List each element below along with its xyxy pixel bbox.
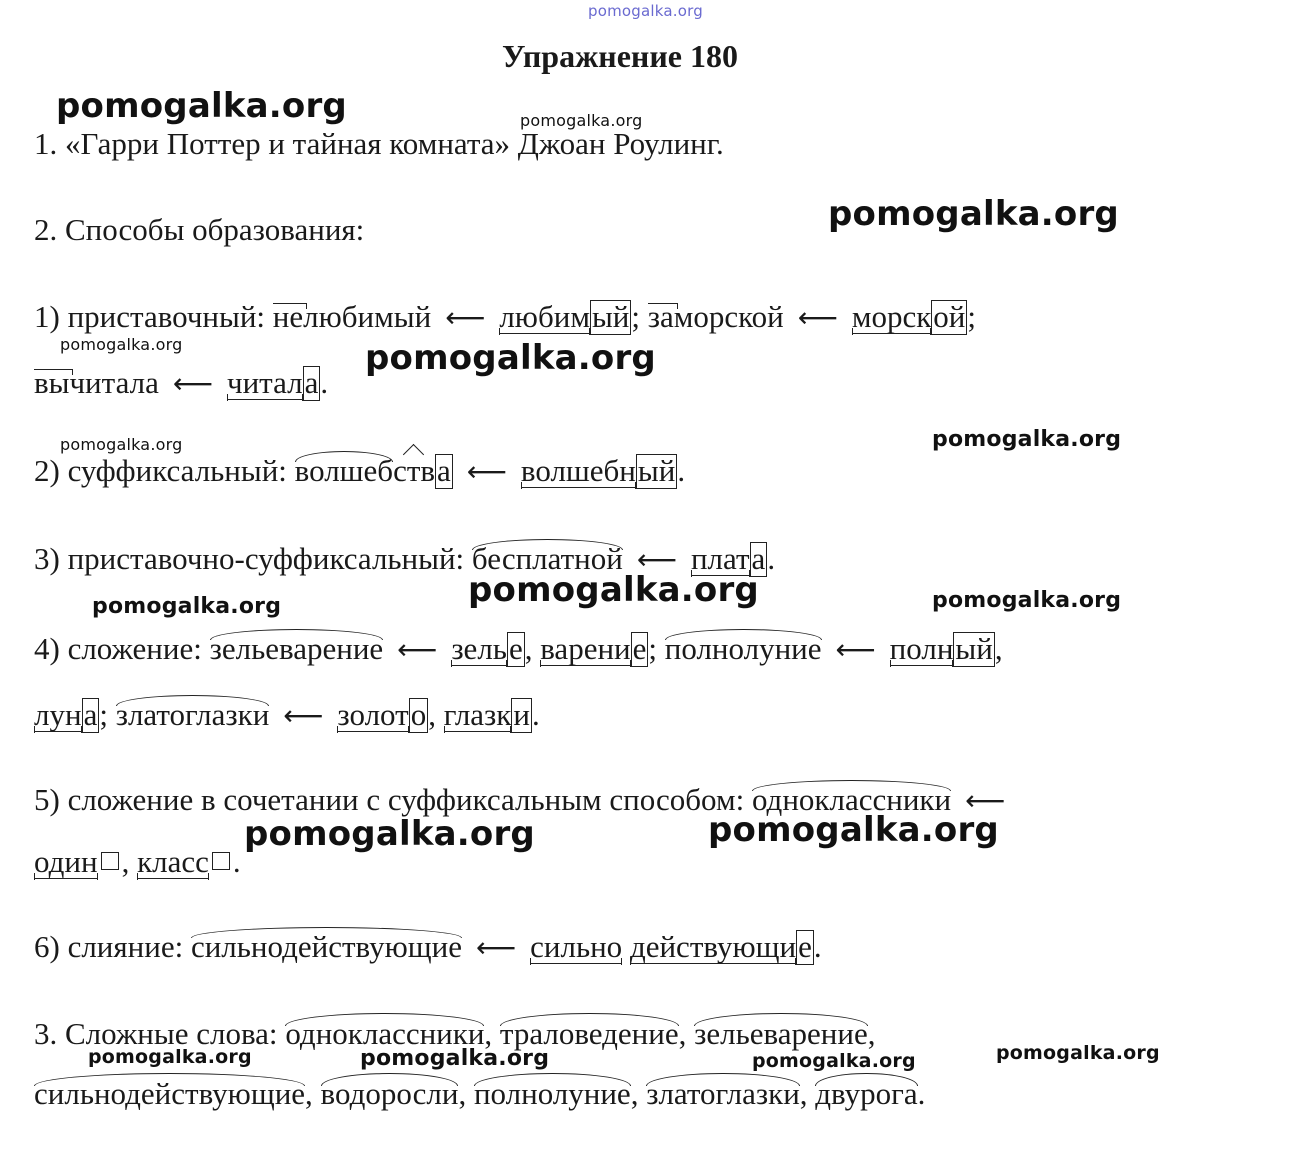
- compound-word: одноклассники: [285, 1016, 485, 1051]
- separator: ,: [121, 844, 130, 879]
- word-base: золот: [337, 697, 409, 732]
- compound-word: траловедение: [499, 1016, 679, 1051]
- separator: .: [320, 365, 329, 400]
- ending-box: ый: [637, 453, 676, 488]
- word-base: лун: [34, 697, 82, 732]
- zero-ending-box: [212, 852, 230, 870]
- watermark: pomogalka.org: [60, 335, 183, 354]
- method-prefix: [34, 300, 976, 335]
- item-1: 1. «Гарри Поттер и тайная комната» Джоан Роулинг.: [34, 126, 724, 161]
- prefix-mark: вы: [34, 365, 70, 400]
- method-label: 6) слияние:: [34, 929, 191, 964]
- separator: ,: [524, 631, 533, 666]
- root-mark: сильнодействующие: [190, 929, 462, 964]
- method-prefix-suffix: [34, 542, 775, 577]
- ending-box: а: [437, 453, 451, 488]
- word-base: волшебн: [520, 453, 636, 488]
- method-compound-suffix-cont: [34, 846, 241, 879]
- word-part: морской: [673, 299, 784, 334]
- suffix-mark: ств: [393, 453, 436, 488]
- left-arrow-icon: ⟵: [835, 633, 876, 666]
- watermark: pomogalka.org: [468, 570, 759, 610]
- left-arrow-icon: ⟵: [283, 699, 324, 732]
- method-suffix: [34, 454, 685, 489]
- watermark: pomogalka.org: [56, 86, 347, 126]
- method-prefix-cont: [34, 366, 328, 401]
- left-arrow-icon: ⟵: [172, 367, 213, 400]
- watermark: pomogalka.org: [708, 810, 999, 850]
- item-3-cont: сильнодействующие, водоросли, полнолуние, златоглазки, двурога.: [34, 1076, 926, 1111]
- word-part: читала: [69, 365, 159, 400]
- ending-box: а: [304, 365, 319, 400]
- method-label: 4) сложение:: [34, 631, 210, 666]
- method-merging: [34, 930, 822, 965]
- watermark: pomogalka.org: [520, 111, 643, 130]
- compound-word: сильнодействующие: [34, 1076, 306, 1111]
- watermark: pomogalka.org: [932, 588, 1122, 613]
- watermark: pomogalka.org: [88, 1046, 252, 1068]
- ending-box: а: [751, 541, 766, 576]
- separator: ,: [428, 697, 436, 732]
- left-arrow-icon: ⟵: [466, 455, 507, 488]
- word-base: любим: [499, 299, 590, 334]
- word-base: варени: [540, 631, 631, 666]
- watermark: pomogalka.org: [932, 427, 1122, 452]
- compound-word: водоросли: [320, 1076, 459, 1111]
- root-mark: зельеварение: [209, 631, 384, 666]
- watermark: pomogalka.org: [996, 1042, 1160, 1064]
- word-base: глазк: [443, 697, 512, 732]
- left-arrow-icon: ⟵: [797, 301, 838, 334]
- ending-box: е: [798, 929, 812, 964]
- method-label: 5) сложение в сочетании с суффиксальным способом:: [34, 782, 752, 817]
- left-arrow-icon: ⟵: [445, 301, 486, 334]
- word-base: действующи: [629, 929, 797, 964]
- word-base: читал: [226, 365, 303, 400]
- ending-box: ый: [955, 631, 993, 666]
- watermark: pomogalka.org: [92, 594, 282, 619]
- root-mark: златоглазки: [115, 697, 270, 732]
- zero-ending-box: [101, 852, 119, 870]
- root-mark: бесплатной: [471, 541, 623, 576]
- page-title: Упражнение 180: [501, 38, 738, 74]
- root-mark: волшеб: [294, 453, 394, 488]
- watermark: pomogalka.org: [360, 1046, 550, 1071]
- watermark-top: pomogalka.org: [588, 2, 703, 20]
- method-compound: [34, 632, 1003, 667]
- separator: ;: [648, 631, 658, 666]
- item-2-heading: 2. Способы образования:: [34, 212, 365, 247]
- item-3-label: 3. Сложные слова:: [34, 1016, 286, 1051]
- word-base: один: [34, 844, 98, 879]
- ending-box: е: [508, 631, 523, 666]
- watermark: pomogalka.org: [60, 435, 183, 454]
- method-compound-suffix: [34, 784, 1019, 815]
- word-base: сильно: [530, 929, 623, 964]
- ending-box: и: [513, 697, 530, 732]
- watermark: pomogalka.org: [365, 338, 656, 378]
- word-base: класс: [137, 844, 209, 879]
- word-part: любимый: [303, 299, 432, 334]
- separator: .: [677, 453, 686, 488]
- left-arrow-icon: ⟵: [397, 633, 438, 666]
- method-label: 1) приставочный:: [34, 299, 273, 334]
- word-base: полн: [889, 631, 954, 666]
- separator: ;: [631, 299, 640, 334]
- method-label: 3) приставочно-суффиксальный:: [34, 541, 472, 576]
- watermark: pomogalka.org: [752, 1050, 916, 1072]
- compound-word: зельеварение: [694, 1016, 868, 1051]
- watermark: pomogalka.org: [244, 814, 535, 854]
- compound-word: златоглазки: [646, 1076, 800, 1111]
- separator: ;: [967, 299, 976, 334]
- ending-box: е: [632, 631, 647, 666]
- separator: .: [232, 844, 241, 879]
- separator: .: [767, 541, 776, 576]
- separator: ;: [99, 697, 108, 732]
- compound-word: двурога: [815, 1076, 918, 1111]
- left-arrow-icon: ⟵: [965, 784, 1006, 817]
- separator: .: [813, 929, 822, 964]
- left-arrow-icon: ⟵: [636, 543, 677, 576]
- separator: ,: [994, 631, 1003, 666]
- ending-box: а: [83, 697, 98, 732]
- method-label: 2) суффиксальный:: [34, 453, 295, 488]
- word-base: плат: [690, 541, 750, 576]
- word-base: морск: [851, 299, 932, 334]
- separator: .: [531, 697, 540, 732]
- ending-box: ой: [933, 299, 966, 334]
- prefix-mark: за: [647, 299, 674, 334]
- left-arrow-icon: ⟵: [476, 931, 517, 964]
- word-base: зель: [451, 631, 507, 666]
- prefix-mark: не: [272, 299, 304, 334]
- item-3: 3. Сложные слова: одноклассники, траловедение, зельеварение,: [34, 1016, 876, 1051]
- compound-word: полнолуние: [473, 1076, 631, 1111]
- root-mark: полнолуние: [664, 631, 822, 666]
- ending-box: о: [410, 697, 427, 732]
- method-compound-cont: [34, 698, 540, 733]
- watermark: pomogalka.org: [828, 194, 1119, 234]
- ending-box: ый: [591, 299, 630, 334]
- root-mark: одноклассники: [751, 782, 952, 817]
